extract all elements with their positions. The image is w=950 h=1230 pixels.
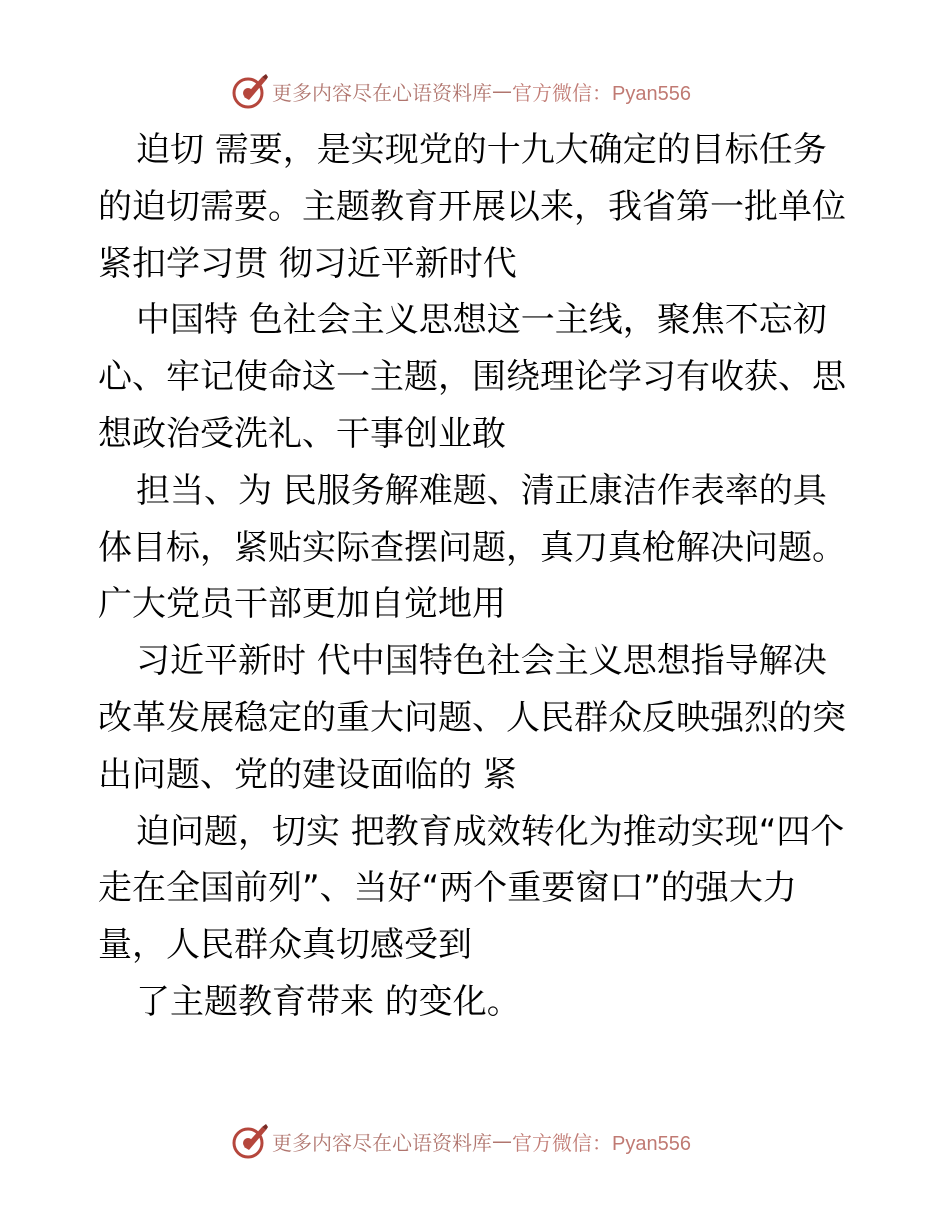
watermark-text: 更多内容尽在心语资料库 — [272, 80, 492, 105]
watermark-text: 更多内容尽在心语资料库 — [272, 1130, 492, 1155]
paragraph: 中国特 色社会主义思想这一主线，聚焦不忘初心、牢记使命这一主题，围绕理论学习有收获、思想政治受洗礼、干事创业敢 — [98, 300, 846, 454]
paragraph: 迫切 需要，是实现党的十九大确定的目标任务的迫切需要。主题教育开展以来，我省第一批单位紧扣学习贯 彻习近平新时代 — [98, 130, 846, 284]
footer-watermark — [230, 1121, 691, 1161]
watermark-account: 官方微信：Pyan556 — [512, 82, 691, 105]
paragraph: 习近平新时 代中国特色社会主义思想指导解决改革发展稳定的重大问题、人民群众反映强烈的突出问题、党的建设面临的 紧 — [98, 641, 846, 795]
paragraph: 了主题教育带来 的变化。 — [136, 981, 521, 1022]
watermark-separator: — — [492, 1129, 512, 1153]
pen-logo-icon — [230, 71, 270, 111]
watermark-account: 官方微信：Pyan556 — [512, 1132, 691, 1155]
paragraph: 担当、为 民服务解难题、清正康洁作表率的具体目标，紧贴实际查摆问题，真刀真枪解决问题。广大党员干部更加自觉地用 — [98, 470, 846, 625]
header-watermark — [230, 71, 691, 111]
watermark-separator: — — [492, 79, 512, 103]
paragraph: 迫问题，切实 把教育成效转化为推动实现“四个走在全国前列”、当好“两个重要窗口”的强大力量，人民群众真切感受到 — [98, 811, 845, 966]
document-body — [98, 122, 858, 1031]
pen-logo-icon — [230, 1121, 270, 1161]
